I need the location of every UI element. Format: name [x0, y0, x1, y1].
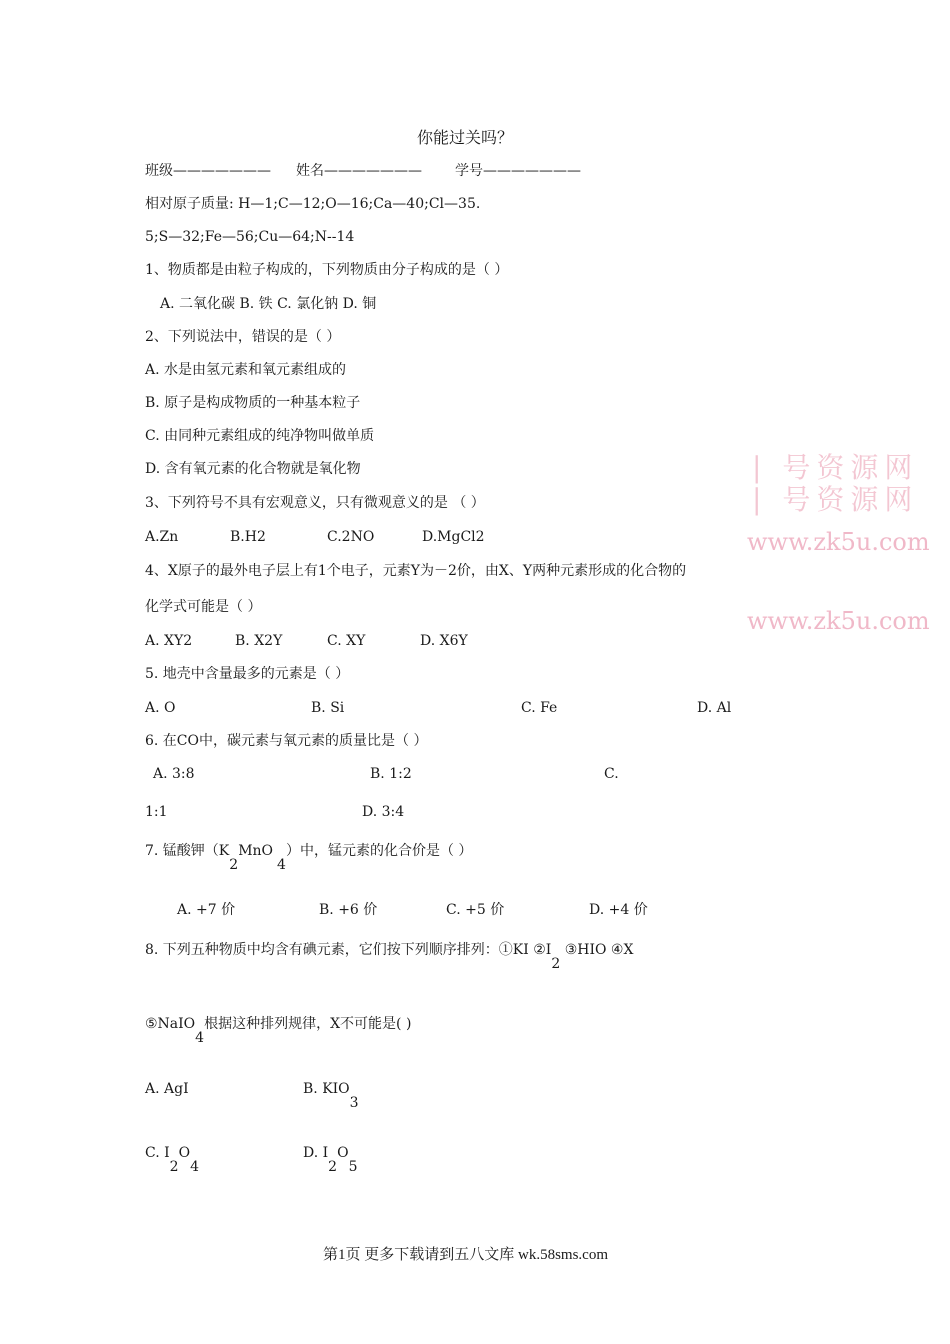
- question-2-option-a: A. 水是由氢元素和氧元素组成的: [145, 362, 347, 378]
- question-2-option-d: D. 含有氧元素的化合物就是氧化物: [145, 461, 361, 477]
- question-8-subscript-i2: 2: [551, 956, 561, 972]
- question-8-option-b-subscript: 3: [349, 1095, 359, 1111]
- question-7-option-b: B. +6 价: [319, 902, 378, 918]
- question-2-option-b: B. 原子是构成物质的一种基本粒子: [145, 395, 361, 411]
- question-6-option-c-value: 1:1: [145, 804, 168, 820]
- question-6-option-c-label: C.: [604, 766, 619, 782]
- question-5-option-d: D. Al: [697, 700, 732, 716]
- question-2-stem: 2、下列说法中，错误的是（ ）: [145, 329, 341, 345]
- question-8-stem-post: ③HIO ④X: [560, 942, 634, 958]
- question-5-option-c: C. Fe: [521, 700, 558, 716]
- question-8-option-c-subscript-1: 2: [169, 1159, 179, 1175]
- question-6-option-a: A. 3:8: [153, 766, 195, 782]
- question-8-option-d-subscript-1: 2: [328, 1159, 338, 1175]
- question-4-option-a: A. XY2: [145, 633, 193, 649]
- question-8-option-b: [303, 1081, 359, 1111]
- question-6-stem: 6. 在CO中，碳元素与氧元素的质量比是（ ）: [145, 733, 428, 749]
- question-8-line2-post: 根据这种排列规律，X不可能是( ): [204, 1016, 412, 1032]
- question-3-stem: 3、下列符号不具有宏观意义，只有微观意义的是 （ ）: [145, 495, 485, 511]
- question-5-stem: 5. 地壳中含量最多的元素是（ ）: [145, 666, 350, 682]
- question-2-option-c: C. 由同种元素组成的纯净物叫做单质: [145, 428, 375, 444]
- page-title: 你能过关吗？: [417, 128, 514, 147]
- question-1-stem: 1、物质都是由粒子构成的，下列物质由分子构成的是（ ）: [145, 262, 509, 278]
- class-field: 班级———————: [145, 163, 271, 179]
- question-4-option-d: D. X6Y: [420, 633, 468, 649]
- question-7-subscript-4: 4: [277, 857, 286, 873]
- atomic-mass-line-1: 相对原子质量: H—1;C—12;O—16;Ca—40;Cl—35.: [145, 196, 481, 212]
- name-field: 姓名———————: [296, 163, 422, 179]
- question-5-option-b: B. Si: [311, 700, 345, 716]
- question-3-option-a: A.Zn: [145, 529, 179, 545]
- question-8-naio: ⑤NaIO: [145, 1016, 196, 1032]
- atomic-mass-line-2: 5;S—32;Fe—56;Cu—64;N--14: [145, 229, 355, 245]
- question-1-options: A. 二氧化碳 B. 铁 C. 氯化钠 D. 铜: [160, 296, 377, 312]
- question-8-option-c: [145, 1145, 199, 1175]
- question-5-option-a: A. O: [145, 700, 176, 716]
- question-8-stem-pre: 8. 下列五种物质中均含有碘元素，它们按下列顺序排列：①KI ②I: [145, 942, 552, 958]
- question-8-option-b-text: B. KIO: [303, 1081, 350, 1097]
- student-number-field: 学号———————: [455, 163, 581, 179]
- question-6-option-b: B. 1:2: [370, 766, 412, 782]
- question-3-option-c: C.2NO: [327, 529, 375, 545]
- watermark-text-1: | 号资源网: [752, 451, 919, 484]
- question-6-option-d: D. 3:4: [362, 804, 405, 820]
- question-7-subscript-2: 2: [229, 857, 239, 873]
- question-8-option-d: [303, 1145, 358, 1175]
- question-3-option-b: B.H2: [230, 529, 266, 545]
- question-4-option-b: B. X2Y: [235, 633, 283, 649]
- question-7-stem-post: ）中，锰元素的化合价是（ ）: [285, 843, 473, 859]
- question-8-option-c-subscript-2: 4: [190, 1159, 199, 1175]
- question-8-option-d-o: O: [337, 1145, 349, 1161]
- watermark-url-2: www.zk5u.com: [747, 607, 930, 635]
- question-8-option-c-text: C. I: [145, 1145, 170, 1161]
- question-4-stem-line-2: 化学式可能是（ ）: [145, 599, 262, 615]
- question-4-option-c: C. XY: [327, 633, 366, 649]
- question-8-option-c-o: O: [178, 1145, 191, 1161]
- question-7-stem: [145, 843, 473, 873]
- question-7-option-d: D. +4 价: [589, 902, 648, 918]
- question-8-subscript-naio: 4: [195, 1030, 205, 1046]
- question-8-option-a: A. AgI: [145, 1081, 189, 1097]
- page-footer: 第1页 更多下载请到五八文库 wk.58sms.com: [323, 1247, 609, 1263]
- watermark-text-2: | 号资源网: [752, 483, 919, 516]
- question-7-stem-pre: 7. 锰酸钾（K: [145, 843, 230, 859]
- question-8-option-d-subscript-2: 5: [348, 1159, 358, 1175]
- question-7-option-a: A. +7 价: [177, 902, 236, 918]
- question-7-mno: MnO: [238, 843, 274, 859]
- question-8-option-d-text: D. I: [303, 1145, 329, 1161]
- question-8-stem-line-2: [145, 1016, 412, 1046]
- question-4-stem-line-1: 4、X原子的最外电子层上有1个电子，元素Y为－2价，由X、Y两种元素形成的化合物的: [145, 563, 687, 579]
- question-3-option-d: D.MgCl2: [422, 529, 485, 545]
- question-8-stem-line-1: [145, 942, 634, 972]
- watermark-url-1: www.zk5u.com: [747, 528, 930, 556]
- question-7-option-c: C. +5 价: [446, 902, 505, 918]
